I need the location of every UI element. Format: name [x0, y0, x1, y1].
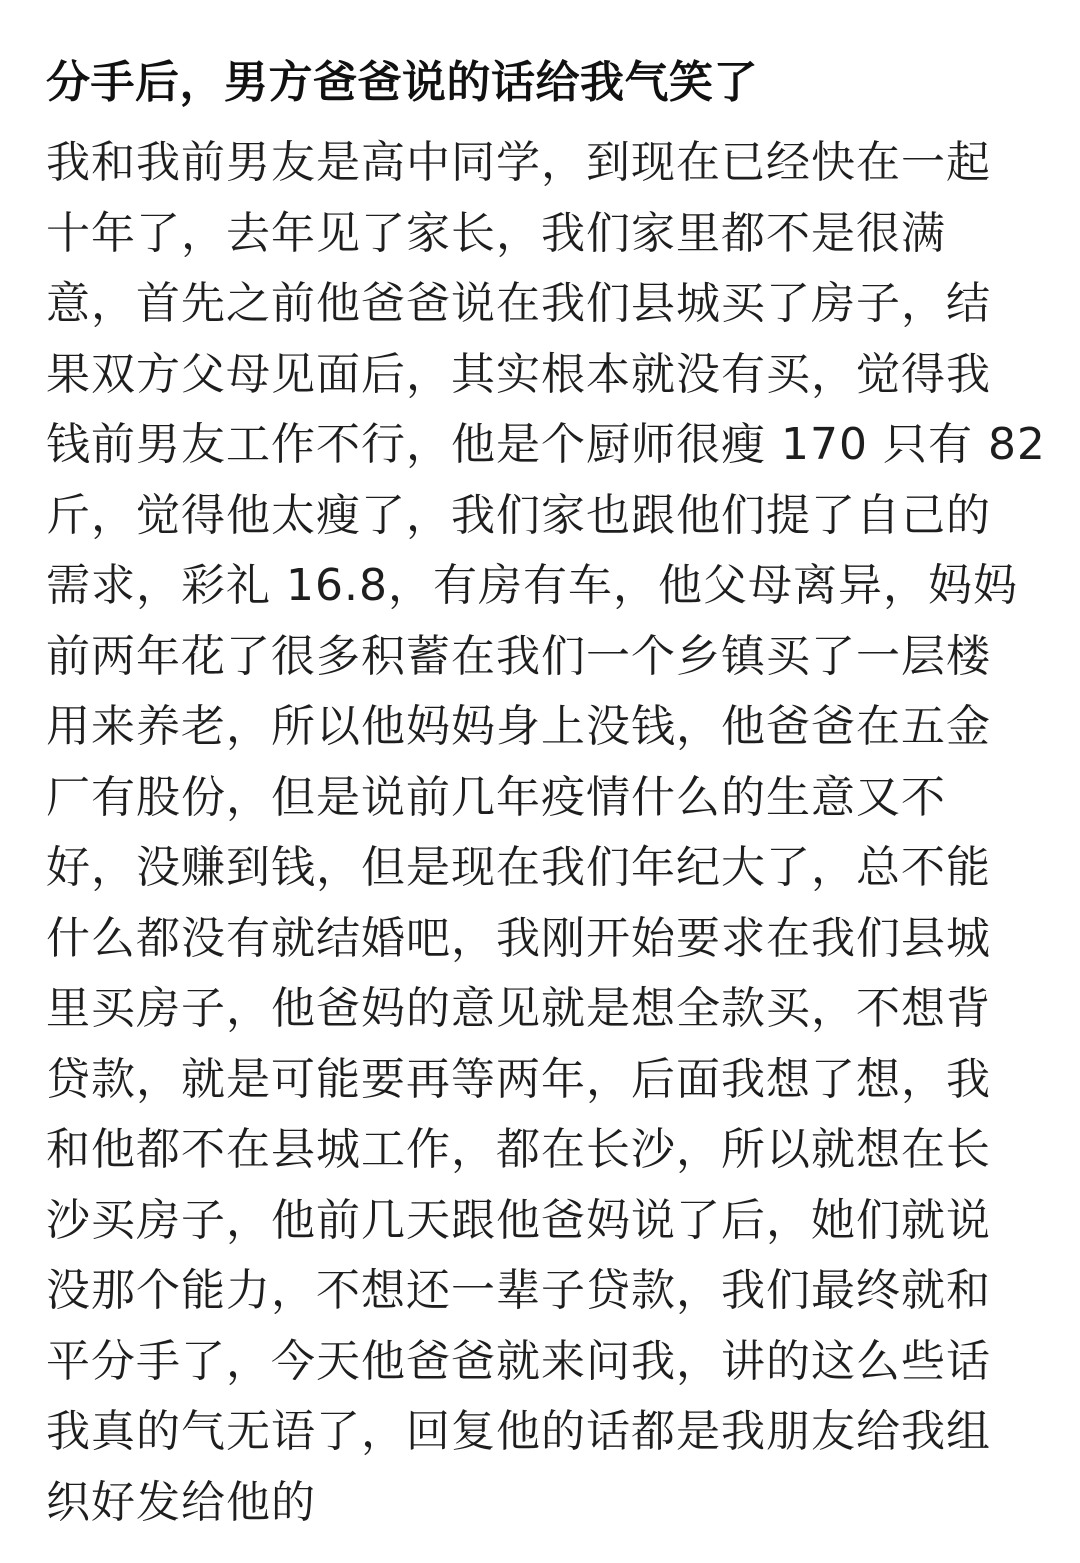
- post-body-line: 沙买房子，他前几天跟他爸妈说了后，她们就说: [46, 1194, 991, 1246]
- post-body-line: 意，首先之前他爸爸说在我们县城买了房子，结: [46, 278, 991, 329]
- post-body-line: 和他都不在县城工作，都在长沙，所以就想在长: [46, 1124, 991, 1175]
- post-body-line: 织好发给他的: [46, 1476, 316, 1528]
- post-body-line: 用来养老，所以他妈妈身上没钱，他爸爸在五金: [46, 701, 991, 752]
- post-body-line: 钱前男友工作不行，他是个厨师很瘦 170 只有 82: [46, 419, 1046, 470]
- post-body-line: 好，没赚到钱，但是现在我们年纪大了，总不能: [46, 842, 991, 893]
- post-title: 分手后，男方爸爸说的话给我气笑了: [46, 57, 758, 108]
- post-body-line: 前两年花了很多积蓄在我们一个乡镇买了一层楼: [46, 630, 991, 682]
- post-body: [46, 128, 1046, 1538]
- post-body-line: 十年了，去年见了家长，我们家里都不是很满: [46, 207, 946, 259]
- post-body-line: 我和我前男友是高中同学，到现在已经快在一起: [46, 137, 991, 188]
- post-body-line: 里买房子，他爸妈的意见就是想全款买，不想背: [46, 983, 991, 1034]
- post-body-line: 什么都没有就结婚吧，我刚开始要求在我们县城: [46, 912, 991, 964]
- post-content: [46, 40, 1046, 1538]
- post-body-line: 平分手了，今天他爸爸就来问我，讲的这么些话: [46, 1335, 991, 1387]
- post-body-line: 果双方父母见面后，其实根本就没有买，觉得我: [46, 348, 991, 400]
- post-body-line: 贷款，就是可能要再等两年，后面我想了想，我: [46, 1053, 991, 1105]
- post-body-line: 斤，觉得他太瘦了，我们家也跟他们提了自己的: [46, 489, 991, 541]
- post-body-line: 没那个能力，不想还一辈子贷款，我们最终就和: [46, 1265, 991, 1316]
- post-body-line: 需求，彩礼 16.8，有房有车，他父母离异，妈妈: [46, 560, 1018, 611]
- post-body-line: 厂有股份，但是说前几年疫情什么的生意又不: [46, 771, 946, 823]
- post-body-line: 我真的气无语了，回复他的话都是我朋友给我组: [46, 1406, 991, 1457]
